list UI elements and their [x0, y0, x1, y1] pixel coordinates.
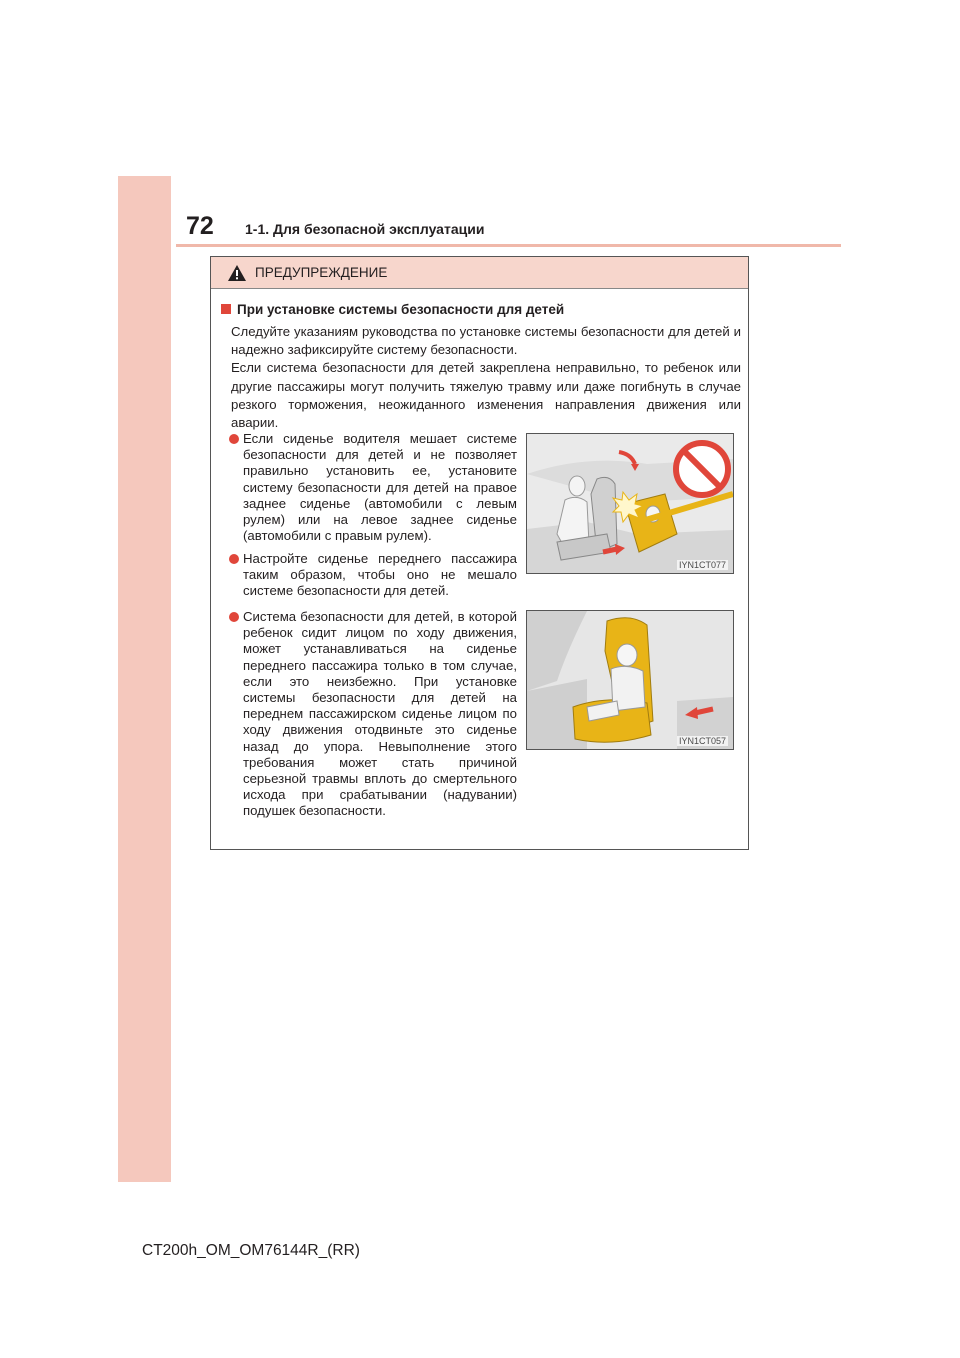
round-bullet-icon: [229, 612, 239, 622]
chapter-side-band: [118, 176, 171, 1182]
illustration-front-seat: [526, 610, 734, 750]
intro-text: [231, 323, 741, 432]
bullet-item: [229, 551, 517, 600]
intro-paragraph: Следуйте указаниям руководства по установке системы безопасности для детей и надежно зафиксируйте систему безопасности.: [231, 324, 741, 358]
header-divider: [176, 244, 841, 247]
prohibited-icon: [676, 443, 728, 495]
bullet-item: [229, 609, 517, 820]
bullet-text: Если сиденье водителя мешает системе безопасности для детей и не позволяет правильно установить ее, установите систему безопасности для детей на правое заднее сиденье (автомобили с левым рулем) или на левое заднее сиденье (автомобили с правым рулем).: [243, 431, 517, 544]
bullet-text: Система безопасности для детей, в которой ребенок сидит лицом по ходу движения, может устанавливаться на сиденье переднего пассажира только в том случае, если это неизбежно. При установке системы безопасности для детей на переднем пассажирском сиденье лицом по ходу движения отодвиньте это сиденье назад до упора. Невыполнение этого требования может стать причиной серьезной травмы вплоть до смертельного исхода при срабатывании (надувании) подушек безопасности.: [243, 609, 517, 819]
intro-paragraph: Если система безопасности для детей закреплена неправильно, то ребенок или другие пассажиры могут получить тяжелую травму или даже погибнуть в случае резкого торможения, неожиданного изменения направления движения или аварии.: [231, 360, 741, 431]
bullet-text: Настройте сиденье переднего пассажира таким образом, чтобы оно не мешало системе безопасности для детей.: [243, 551, 517, 599]
illustration-code: IYN1CT077: [678, 560, 726, 570]
square-bullet-icon: [221, 304, 231, 314]
round-bullet-icon: [229, 554, 239, 564]
page-number: 72: [186, 212, 214, 240]
document-code: CT200h_OM_OM76144R_(RR): [142, 1242, 360, 1259]
section-title: 1-1. Для безопасной эксплуатации: [245, 221, 485, 237]
round-bullet-icon: [229, 434, 239, 444]
warning-title: ПРЕДУПРЕЖДЕНИЕ: [255, 265, 388, 280]
illustration-code: IYN1CT057: [678, 736, 726, 746]
section-heading-text: При установке системы безопасности для детей: [237, 302, 565, 317]
seat-interference-drawing: [527, 434, 733, 573]
warning-box: [210, 256, 749, 850]
bullet-item: [229, 431, 517, 544]
illustration-seat-interference: [526, 433, 734, 574]
front-seat-drawing: [527, 611, 733, 749]
warning-triangle-icon: [227, 264, 247, 282]
warning-header: [211, 257, 748, 289]
warning-section-heading: [221, 301, 564, 318]
